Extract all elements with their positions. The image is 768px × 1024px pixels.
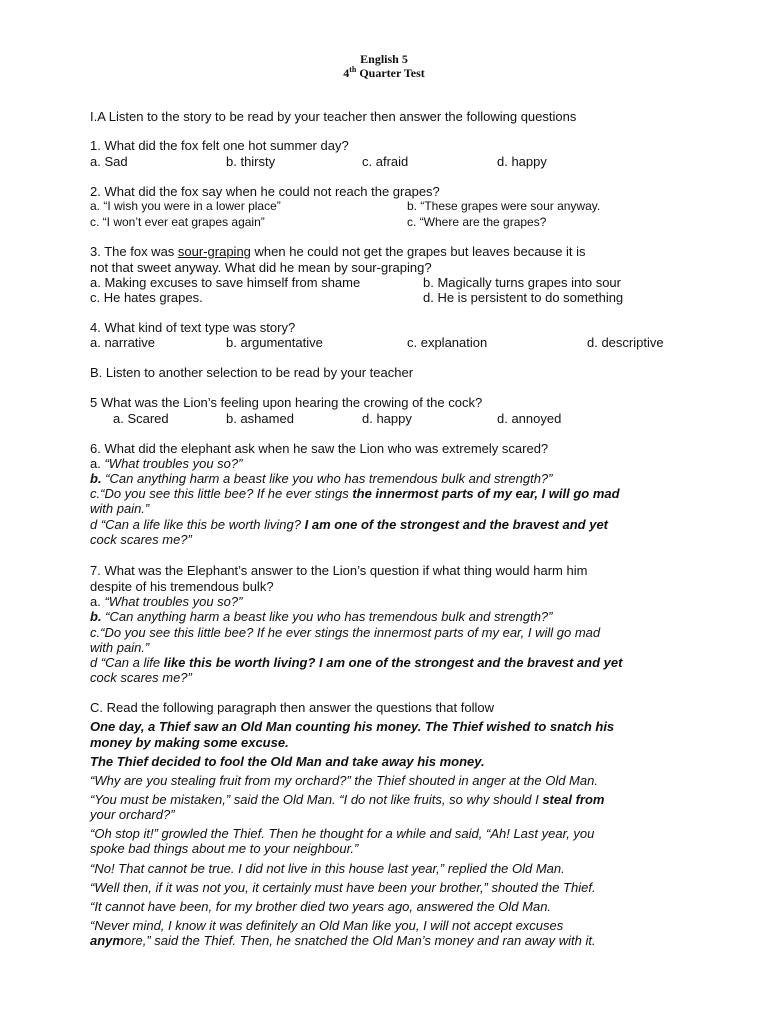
q1-choice-c: c. afraid [362,154,409,169]
q2-choice-c: c. “I won’t ever eat grapes again” [90,215,265,229]
q6-choice-d-line2: cock scares me?” [90,532,192,547]
section-c-instruction: C. Read the following paragraph then answer the questions that follow [90,700,494,715]
q2-choice-a: a. “I wish you were in a lower place” [90,199,281,213]
q6-choice-a [90,456,242,471]
section-b-instruction: B. Listen to another selection to be read by your teacher [90,365,414,380]
test-subject-title: English 5 [360,52,408,66]
q3-choice-b: b. Magically turns grapes into sour [423,275,621,290]
paragraph-4-line2: your orchard?” [90,807,175,822]
q6-d-text: “Can a life like this be worth living? [100,517,305,532]
q7-b-text: “Can anything harm a beast like you who has tremendous bulk and strength?” [105,609,553,624]
q4-choice-d: d. descriptive [587,335,664,350]
q6-question: 6. What did the elephant ask when he saw the Lion who was extremely scared? [90,441,549,456]
paragraph-2: The Thief decided to fool the Old Man and take away his money. [90,754,485,769]
q5-question: 5 What was the Lion’s feeling upon hearing the crowing of the cock? [90,395,483,410]
section-a-instruction: I.A Listen to the story to be read by your teacher then answer the following questions [90,109,577,124]
q1-choice-b: b. thirsty [226,154,276,169]
q3-question-line1 [90,244,586,259]
q6-choice-c [90,486,620,501]
q6-choice-b [90,471,553,486]
quarter-number: 4 [343,66,350,80]
q5-choice-c: d. happy [362,411,412,426]
paragraph-5-line2: spoke bad things about me to your neighbour.” [90,841,359,856]
q4-choice-a: a. narrative [90,335,156,350]
paragraph-9-text: ore,” said the Thief. Then, he snatched the Old Man’s money and ran away with it. [123,933,596,948]
q4-choice-c: c. explanation [407,335,488,350]
paragraph-3: “Why are you stealing fruit from my orchard?” the Thief shouted in anger at the Old Man. [90,773,598,788]
q6-b-text: “Can anything harm a beast like you who has tremendous bulk and strength?” [105,471,553,486]
q7-choice-a [90,594,242,609]
paragraph-1-line1: One day, a Thief saw an Old Man counting his money. The Thief wished to snatch his [90,719,615,734]
q6-d-label: d [90,517,101,532]
q7-choice-d-line2: cock scares me?” [90,670,192,685]
test-quarter-title [0,66,768,81]
q6-c-text: “Do you see this little bee? If he ever stings [100,486,353,501]
q6-choice-d [90,517,608,532]
q6-c-label: c. [90,486,101,501]
q7-choice-c [90,625,600,640]
paragraph-4-text: “You must be mistaken,” said the Old Man. “I do not like fruits, so why should I [90,792,543,807]
q5-choice-d: d. annoyed [497,411,562,426]
q7-c-label: c. [90,625,101,640]
q6-d-text-bold: I am one of the strongest and the bravest and yet [304,517,609,532]
q2-choice-d: c. “Where are the grapes? [407,215,547,229]
q7-d-text: “Can a life [100,655,164,670]
q4-question: 4. What kind of text type was story? [90,320,296,335]
q7-choice-b [90,609,553,624]
q7-a-text: “What troubles you so?” [104,594,243,609]
q3-question-line2: not that sweet anyway. What did he mean by sour-graping? [90,260,432,275]
q2-question: 2. What did the fox say when he could not reach the grapes? [90,184,440,199]
q7-question-line2: despite of his tremendous bulk? [90,579,274,594]
q3-choice-a: a. Making excuses to save himself from shame [90,275,361,290]
q7-question-line1: 7. What was the Elephant’s answer to the Lion’s question if what thing would harm him [90,563,588,578]
q3-text-post: when he could not get the grapes but leaves because it is [250,244,586,259]
paragraph-9-line2 [90,933,596,948]
paragraph-6: “No! That cannot be true. I did not live in this house last year,” replied the Old Man. [90,861,565,876]
paragraph-7: “Well then, if it was not you, it certainly must have been your brother,” shouted the Thief. [90,880,596,895]
q7-c-text: “Do you see this little bee? If he ever stings the innermost parts of my ear, I will go mad [100,625,601,640]
q3-underlined-term: sour-graping [177,244,251,259]
q6-choice-c-line2: with pain.” [90,501,150,516]
q7-a-label: a. [90,594,105,609]
q7-b-label: b. [90,609,106,624]
q5-choice-b: b. ashamed [226,411,294,426]
q4-choice-b: b. argumentative [226,335,323,350]
q2-choice-b: b. “These grapes were sour anyway. [407,199,601,213]
q6-b-label: b. [90,471,106,486]
q7-d-text-bold: like this be worth living? I am one of the strongest and the bravest and yet [163,655,623,670]
q1-question: 1. What did the fox felt one hot summer day? [90,138,349,153]
q6-a-label: a. [90,456,105,471]
q7-choice-d [90,655,622,670]
q7-choice-c-line2: with pain.” [90,640,150,655]
q5-choice-a: a. Scared [113,411,169,426]
paragraph-4-line1 [90,792,604,807]
paragraph-9-line1: “Never mind, I know it was definitely an Old Man like you, I will not accept excuses [90,918,564,933]
q1-choice-a: a. Sad [90,154,128,169]
q1-choice-d: d. happy [497,154,547,169]
q3-choice-c: c. He hates grapes. [90,290,203,305]
paragraph-5-line1: “Oh stop it!” growled the Thief. Then he thought for a while and said, “Ah! Last year, you [90,826,595,841]
q7-d-label: d [90,655,101,670]
q3-text-pre: 3. The fox was [90,244,178,259]
q6-c-text-bold: the innermost parts of my ear, I will go mad [352,486,620,501]
paragraph-9-text-bold: anym [90,933,124,948]
paragraph-4-text-bold: steal from [542,792,605,807]
quarter-ordinal: th [349,65,357,74]
q6-a-text: “What troubles you so?” [104,456,243,471]
quarter-label: Quarter Test [359,66,425,80]
paragraph-8: “It cannot have been, for my brother died two years ago, answered the Old Man. [90,899,552,914]
paragraph-1-line2: money by making some excuse. [90,735,289,750]
q3-choice-d: d. He is persistent to do something [423,290,624,305]
